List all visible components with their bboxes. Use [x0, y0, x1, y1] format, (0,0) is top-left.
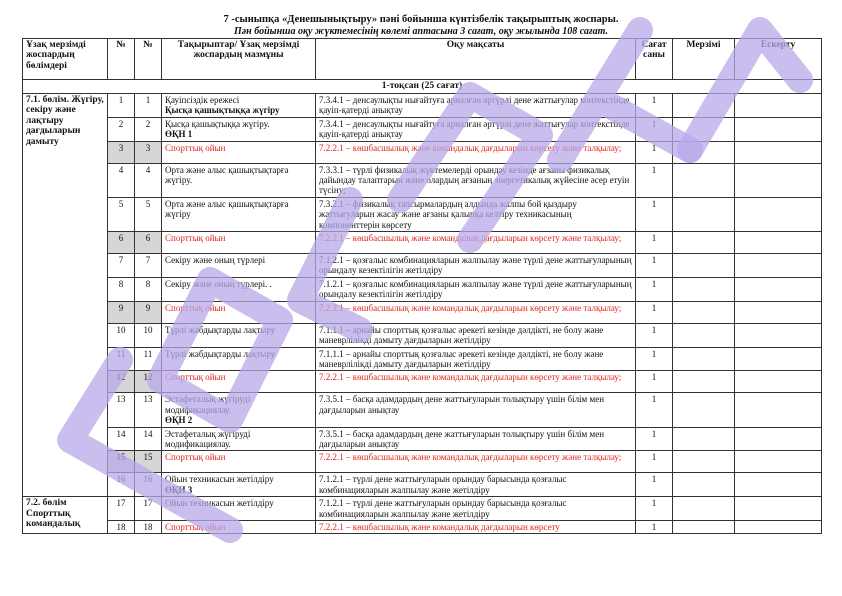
- topic-text: Спорттық ойын: [165, 452, 226, 463]
- row-topic: [162, 347, 316, 371]
- row-note: [735, 371, 822, 393]
- section-cell: 7.2. бөлім Спорттық командалық: [23, 497, 108, 534]
- row-date: [673, 277, 735, 301]
- row-topic: [162, 520, 316, 533]
- document-title: 7 -сыныпқа «Денешынықтыру» пәні бойынша күнтізбелік тақырыптық жоспары.: [223, 14, 619, 25]
- row-topic: [162, 117, 316, 141]
- topic-text: Спорттық ойын: [165, 142, 226, 153]
- header-date: Мерзімі: [673, 39, 735, 80]
- row-topic: [162, 277, 316, 301]
- row-note: [735, 497, 822, 521]
- row-note: [735, 117, 822, 141]
- row-note: [735, 232, 822, 254]
- row-number-2: 9: [135, 301, 162, 323]
- table-row: [23, 520, 822, 533]
- document-subtitle: Пән бойынша оқу жүктемесінің көлемі аптасына 3 сағат, оқу жылында 108 сағат.: [233, 26, 609, 37]
- row-goal: 7.1.1.1 – арнайы спорттық қозғалыс әрекеті кезінде дәлдікті, не болу және маневрлілікді дамыту дағдыларын жетілдіру: [316, 323, 636, 347]
- topic-text: Орта және алыс қашықтықтарға жүгіру.: [165, 164, 289, 186]
- row-hours: 1: [636, 473, 673, 497]
- row-topic: [162, 451, 316, 473]
- table-row: [23, 497, 822, 521]
- row-hours: 1: [636, 323, 673, 347]
- row-goal: 7.3.4.1 – денсаулықты нығайтуға арналған әртүрлі дене жаттығулар контекстінде қауіп-қатерді анықтау: [316, 94, 636, 118]
- row-hours: 1: [636, 427, 673, 451]
- table-row: [23, 94, 822, 118]
- table-row: [23, 451, 822, 473]
- row-number-1: 2: [108, 117, 135, 141]
- row-hours: 1: [636, 393, 673, 427]
- topic-text: Секіру және оның түрлері: [165, 255, 266, 266]
- row-hours: 1: [636, 254, 673, 278]
- row-number-2: 8: [135, 277, 162, 301]
- row-number-2: 11: [135, 347, 162, 371]
- row-note: [735, 323, 822, 347]
- row-number-1: 6: [108, 232, 135, 254]
- row-number-2: 7: [135, 254, 162, 278]
- row-number-2: 14: [135, 427, 162, 451]
- row-number-1: 9: [108, 301, 135, 323]
- row-date: [673, 141, 735, 163]
- row-note: [735, 254, 822, 278]
- row-note: [735, 94, 822, 118]
- row-number-1: 1: [108, 94, 135, 118]
- topic-subtext: ӨҚН 1: [165, 129, 193, 140]
- row-topic: [162, 94, 316, 118]
- row-hours: 1: [636, 232, 673, 254]
- table-row: [23, 141, 822, 163]
- row-date: [673, 301, 735, 323]
- row-date: [673, 393, 735, 427]
- row-note: [735, 277, 822, 301]
- table-header-row: [23, 39, 822, 80]
- row-hours: 1: [636, 371, 673, 393]
- row-goal: 7.3.4.1 – денсаулықты нығайтуға арналған әртүрлі дене жаттығулар контекстінде қауіп-қатерді анықтау: [316, 117, 636, 141]
- row-note: [735, 197, 822, 231]
- topic-subtext: ӨҚН 3: [165, 484, 193, 495]
- row-topic: [162, 232, 316, 254]
- row-date: [673, 427, 735, 451]
- row-topic: [162, 323, 316, 347]
- row-date: [673, 371, 735, 393]
- row-note: [735, 451, 822, 473]
- row-note: [735, 393, 822, 427]
- row-number-2: 6: [135, 232, 162, 254]
- row-date: [673, 117, 735, 141]
- row-date: [673, 94, 735, 118]
- table-row: [23, 473, 822, 497]
- row-date: [673, 520, 735, 533]
- row-number-2: 13: [135, 393, 162, 427]
- plan-table: [22, 38, 822, 534]
- header-number-1: №: [108, 39, 135, 80]
- topic-text: Түрлі жабдықтарды лақтыру: [165, 348, 276, 359]
- table-row: [23, 371, 822, 393]
- table-row: [23, 323, 822, 347]
- row-goal: 7.2.2.1 – көшбасшылық және командалық дағдыларын көрсету және талқылау;: [316, 371, 636, 393]
- row-note: [735, 347, 822, 371]
- row-hours: 1: [636, 497, 673, 521]
- table-row: [23, 393, 822, 427]
- row-number-2: 12: [135, 371, 162, 393]
- topic-text: Спорттық ойын: [165, 302, 226, 313]
- topic-subtext: ӨҚН 2: [165, 415, 193, 426]
- row-hours: 1: [636, 301, 673, 323]
- row-note: [735, 473, 822, 497]
- row-note: [735, 141, 822, 163]
- header-hours: Сағат саны: [636, 39, 673, 80]
- row-number-1: 5: [108, 197, 135, 231]
- header-number-2: №: [135, 39, 162, 80]
- table-row: [23, 117, 822, 141]
- row-hours: 1: [636, 94, 673, 118]
- row-date: [673, 473, 735, 497]
- row-goal: 7.3.2.1 – физикалық тапсырмалардың алдында жалпы бой қыздыру жаттығуларын жасау және ағзаны қалыпқа келтіру техникасының компоненттерін көрсету: [316, 197, 636, 231]
- header-goal: Оқу мақсаты: [316, 39, 636, 80]
- row-number-2: 1: [135, 94, 162, 118]
- row-date: [673, 254, 735, 278]
- topic-text: Ойын техникасын жетілдіру: [165, 474, 274, 485]
- topic-text: Спорттық ойын: [165, 372, 226, 383]
- row-topic: [162, 301, 316, 323]
- row-number-1: 4: [108, 163, 135, 197]
- table-row: [23, 197, 822, 231]
- table-row: [23, 163, 822, 197]
- header-section: Ұзақ мерзімді жоспардың бөлімдері: [23, 39, 108, 80]
- row-topic: [162, 371, 316, 393]
- table-row: [23, 277, 822, 301]
- row-number-1: 7: [108, 254, 135, 278]
- row-hours: 1: [636, 141, 673, 163]
- row-number-2: 2: [135, 117, 162, 141]
- row-number-2: 10: [135, 323, 162, 347]
- row-goal: 7.2.2.1 – көшбасшылық және командалық дағдыларын көрсету және талқылау;: [316, 451, 636, 473]
- row-number-1: 15: [108, 451, 135, 473]
- row-goal: 7.2.2.1 – көшбасшылық және командалық дағдыларын көрсету және талқылау;: [316, 301, 636, 323]
- row-date: [673, 497, 735, 521]
- row-number-2: 17: [135, 497, 162, 521]
- row-number-1: 14: [108, 427, 135, 451]
- topic-text: Эстафеталық жүгіруді модификациялау.: [165, 394, 251, 415]
- row-goal: 7.1.2.1 – қозғалыс комбинацияларын жалпылау және түрлі дене жаттығуларының орындалу кезектілігін жетілдіру: [316, 254, 636, 278]
- row-goal: 7.1.2.1 – түрлі дене жаттығуларын орындау барысында қозғалыс комбинацияларын жалпылау және жетілдіру: [316, 473, 636, 497]
- row-hours: 1: [636, 197, 673, 231]
- row-hours: 1: [636, 117, 673, 141]
- row-note: [735, 163, 822, 197]
- topic-text: Спорттық ойын: [165, 521, 226, 532]
- row-number-2: 15: [135, 451, 162, 473]
- topic-text: Ойын техникасын жетілдіру: [165, 498, 274, 509]
- row-goal: 7.3.3.1 – түрлі физикалық жүктемелерді орындау кезінде ағзаны физикалық дайындау талаптарын және олардың ағзаның энергетикалық жүйесіне әсер етуін түсіну;: [316, 163, 636, 197]
- row-date: [673, 232, 735, 254]
- topic-subtext: Қысқа қашықтыққа жүгіру: [165, 105, 280, 116]
- row-topic: [162, 197, 316, 231]
- section-cell: 7.1. бөлім. Жүгіру, секіру және лақтыру дағдыларын дамыту: [23, 94, 108, 497]
- table-row: [23, 427, 822, 451]
- row-topic: [162, 427, 316, 451]
- row-number-1: 3: [108, 141, 135, 163]
- term-label: 1-тоқсан (25 сағат): [23, 80, 822, 94]
- row-goal: 7.1.1.1 – арнайы спорттық қозғалыс әрекеті кезінде дәлдікті, не болу және маневрлілікді дамыту дағдыларын жетілдіру: [316, 347, 636, 371]
- row-topic: [162, 163, 316, 197]
- row-number-1: 16: [108, 473, 135, 497]
- row-number-1: 10: [108, 323, 135, 347]
- row-goal: 7.2.2.1 – көшбасшылық және командалық дағдыларын көрсету және талқылау;: [316, 141, 636, 163]
- row-goal: 7.1.2.1 – қозғалыс комбинацияларын жалпылау және түрлі дене жаттығуларының орындалу кезектілігін жетілдіру: [316, 277, 636, 301]
- term-row: [23, 80, 822, 94]
- topic-text: Қауіпсіздік ережесі: [165, 95, 240, 105]
- row-hours: 1: [636, 277, 673, 301]
- row-number-1: 11: [108, 347, 135, 371]
- topic-text: Қысқа қашықтыққа жүгіру.: [165, 118, 270, 129]
- row-number-2: 18: [135, 520, 162, 533]
- row-goal: 7.2.2.1 – көшбасшылық және командалық дағдыларын көрсету және талқылау;: [316, 232, 636, 254]
- topic-text: Спорттық ойын: [165, 233, 226, 244]
- table-row: [23, 254, 822, 278]
- table-row: [23, 301, 822, 323]
- row-number-1: 13: [108, 393, 135, 427]
- row-date: [673, 163, 735, 197]
- row-goal: 7.1.2.1 – түрлі дене жаттығуларын орындау барысында қозғалыс комбинацияларын жалпылау және жетілдіру: [316, 497, 636, 521]
- row-note: [735, 520, 822, 533]
- row-number-1: 17: [108, 497, 135, 521]
- header-note: Ескерту: [735, 39, 822, 80]
- header-topic: Тақырыптар/ Ұзақ мерзімді жоспардың мазмұны: [162, 39, 316, 80]
- row-topic: [162, 254, 316, 278]
- row-hours: 1: [636, 520, 673, 533]
- row-goal: 7.3.5.1 – басқа адамдардың дене жаттығуларын толықтыру үшін білім мен дағдыларын анықтау: [316, 393, 636, 427]
- topic-text: Эстафеталық жүгіруді модификациялау.: [165, 428, 251, 449]
- row-hours: 1: [636, 163, 673, 197]
- row-date: [673, 323, 735, 347]
- row-number-2: 4: [135, 163, 162, 197]
- row-goal: 7.3.5.1 – басқа адамдардың дене жаттығуларын толықтыру үшін білім мен дағдыларын анықтау: [316, 427, 636, 451]
- row-date: [673, 451, 735, 473]
- topic-text: Секіру және оның түрлері. .: [165, 278, 272, 289]
- row-number-1: 18: [108, 520, 135, 533]
- table-row: [23, 232, 822, 254]
- row-number-2: 16: [135, 473, 162, 497]
- row-number-2: 3: [135, 141, 162, 163]
- row-number-2: 5: [135, 197, 162, 231]
- row-goal: 7.2.2.1 – көшбасшылық және командалық дағдыларын көрсету: [316, 520, 636, 533]
- row-hours: 1: [636, 451, 673, 473]
- row-date: [673, 347, 735, 371]
- row-number-1: 12: [108, 371, 135, 393]
- row-hours: 1: [636, 347, 673, 371]
- row-topic: [162, 473, 316, 497]
- row-note: [735, 427, 822, 451]
- row-topic: [162, 393, 316, 427]
- topic-text: Орта және алыс қашықтықтарға жүгіру: [165, 198, 289, 220]
- row-note: [735, 301, 822, 323]
- row-number-1: 8: [108, 277, 135, 301]
- table-row: [23, 347, 822, 371]
- row-date: [673, 197, 735, 231]
- topic-text: Түрлі жабдықтарды лақтыру: [165, 324, 276, 335]
- row-topic: [162, 141, 316, 163]
- row-topic: [162, 497, 316, 521]
